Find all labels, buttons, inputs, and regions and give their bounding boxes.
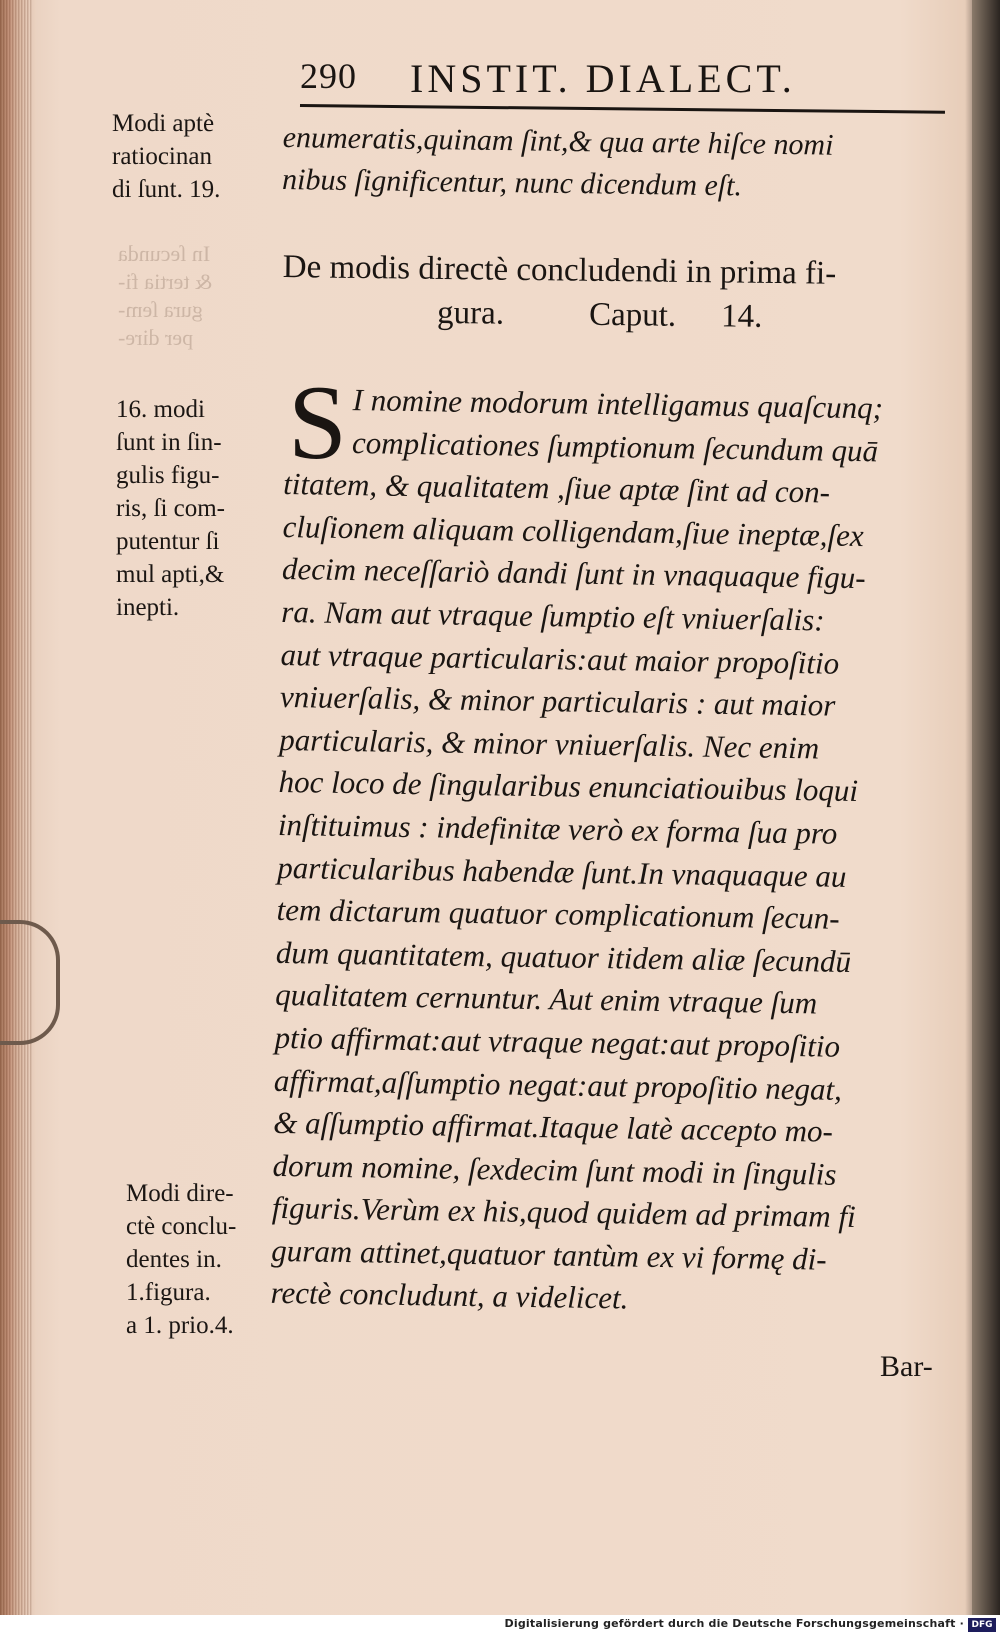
text-line: titatem, & qualitatem ,ſiue aptæ ſint ad con-: [283, 466, 831, 510]
margin-note-line: gulis figu-: [116, 462, 220, 489]
catchword: Bar-: [880, 1350, 933, 1383]
text-line: particularis, & minor vniuerſalis. Nec enim: [279, 721, 820, 766]
margin-note-line: putentur ſi: [116, 528, 220, 555]
text-line: guram attinet,quatuor tantùm ex vi formę di-: [271, 1232, 827, 1277]
margin-note-sedecim-modi: [116, 393, 271, 624]
text-line: dum quantitatem, quatuor itidem aliæ ſecundū: [275, 934, 852, 979]
margin-note-line: ctè conclu-: [126, 1213, 237, 1240]
footer-credit-text: Digitalisierung gefördert durch die Deutsche Forschungsgemeinschaft ·: [504, 1617, 964, 1630]
margin-note-line: mul apti,&: [116, 561, 225, 588]
chapter-heading: [282, 245, 963, 341]
text-line: figuris.Verùm ex his,quod quidem ad primam fi: [271, 1190, 856, 1235]
chapter-caput-label: Caput.: [588, 296, 677, 334]
text-line: tem dictarum quatuor complicationum ſecun-: [276, 892, 840, 936]
margin-note-line: di ſunt. 19.: [112, 176, 221, 203]
margin-note-line: 1.figura.: [126, 1279, 211, 1306]
margin-note-line: ratiocinan: [112, 143, 212, 170]
text-line: I nomine modorum intelligamus quaſcunq;: [352, 382, 884, 426]
text-line: particularibus habendæ ſunt.In vnaquaque au: [277, 849, 847, 894]
margin-note-line: 16. modi: [116, 396, 205, 423]
text-line: & aſſumptio affirmat.Itaque latè accepto mo-: [273, 1105, 834, 1149]
margin-note-line: a 1. prio.4.: [126, 1312, 234, 1339]
text-line: enumeratis,quinam ſint,& qua arte hiſce nomi: [282, 120, 834, 162]
text-line: rectè concludunt, a videlicet.: [270, 1275, 629, 1316]
margin-note-line: inepti.: [116, 594, 180, 621]
margin-note-line: Modi aptè: [112, 110, 215, 137]
text-line: affirmat,aſſumptio negat:aut propoſitio negat,: [273, 1062, 843, 1107]
text-line: inſtituimus : indefinitæ verò ex forma ſua pro: [277, 806, 838, 851]
body-paragraph: [270, 364, 985, 1326]
text-line: cluſionem aliquam colligendam,ſiue ineptæ,ſex: [282, 508, 865, 553]
margin-note-line: Modi dire-: [126, 1180, 234, 1207]
text-line: vniuerſalis, & minor particularis : aut maior: [279, 679, 836, 723]
text-line: nibus ſignificentur, nunc dicendum eſt.: [281, 162, 743, 203]
book-spine-edge: [0, 0, 32, 1615]
running-head: INSTIT. DIALECT.: [410, 56, 796, 101]
margin-note-line: ſunt in ſin-: [116, 429, 222, 456]
text-line: ra. Nam aut vtraque ſumptio eſt vniuerſalis:: [281, 593, 825, 638]
drop-cap-initial: S: [288, 364, 347, 481]
margin-note-modi-directe: [126, 1177, 281, 1342]
chapter-title-line: De modis directè concludendi in prima fi-: [282, 248, 837, 292]
margin-note-line: dentes in.: [126, 1246, 222, 1273]
book-clasp: [0, 920, 60, 1045]
text-line: dorum nomine, ſexdecim ſunt modi in ſingulis: [272, 1147, 837, 1192]
dfg-logo: DFG: [968, 1618, 996, 1632]
text-line: complicationes ſumptionum ſecundum quā: [351, 424, 879, 468]
chapter-number: 14.: [720, 298, 763, 335]
text-line: hoc loco de ſingularibus enunciatiouibus loqui: [278, 764, 859, 809]
digitization-footer: [0, 1615, 1000, 1637]
page-number: 290: [300, 56, 357, 96]
chapter-title-end: gura.: [436, 294, 505, 332]
margin-note-line: ris, ſi com-: [116, 495, 226, 522]
text-line: decim neceſſariò dandi ſunt in vnaquaque figu-: [281, 551, 866, 596]
text-line: qualitatem cernuntur. Aut enim vtraque ſum: [275, 977, 818, 1021]
text-line: aut vtraque particularis:aut maior propoſitio: [280, 636, 840, 681]
intro-paragraph: [282, 117, 973, 211]
text-line: ptio affirmat:aut vtraque negat:aut propoſitio: [274, 1019, 841, 1064]
show-through-text: In ſecunda & tertia fi- gura ſem- per dire-: [118, 241, 213, 350]
page-header: [300, 55, 940, 105]
chapter-title-line: [282, 289, 962, 341]
margin-note-modi-apte: [112, 107, 267, 206]
